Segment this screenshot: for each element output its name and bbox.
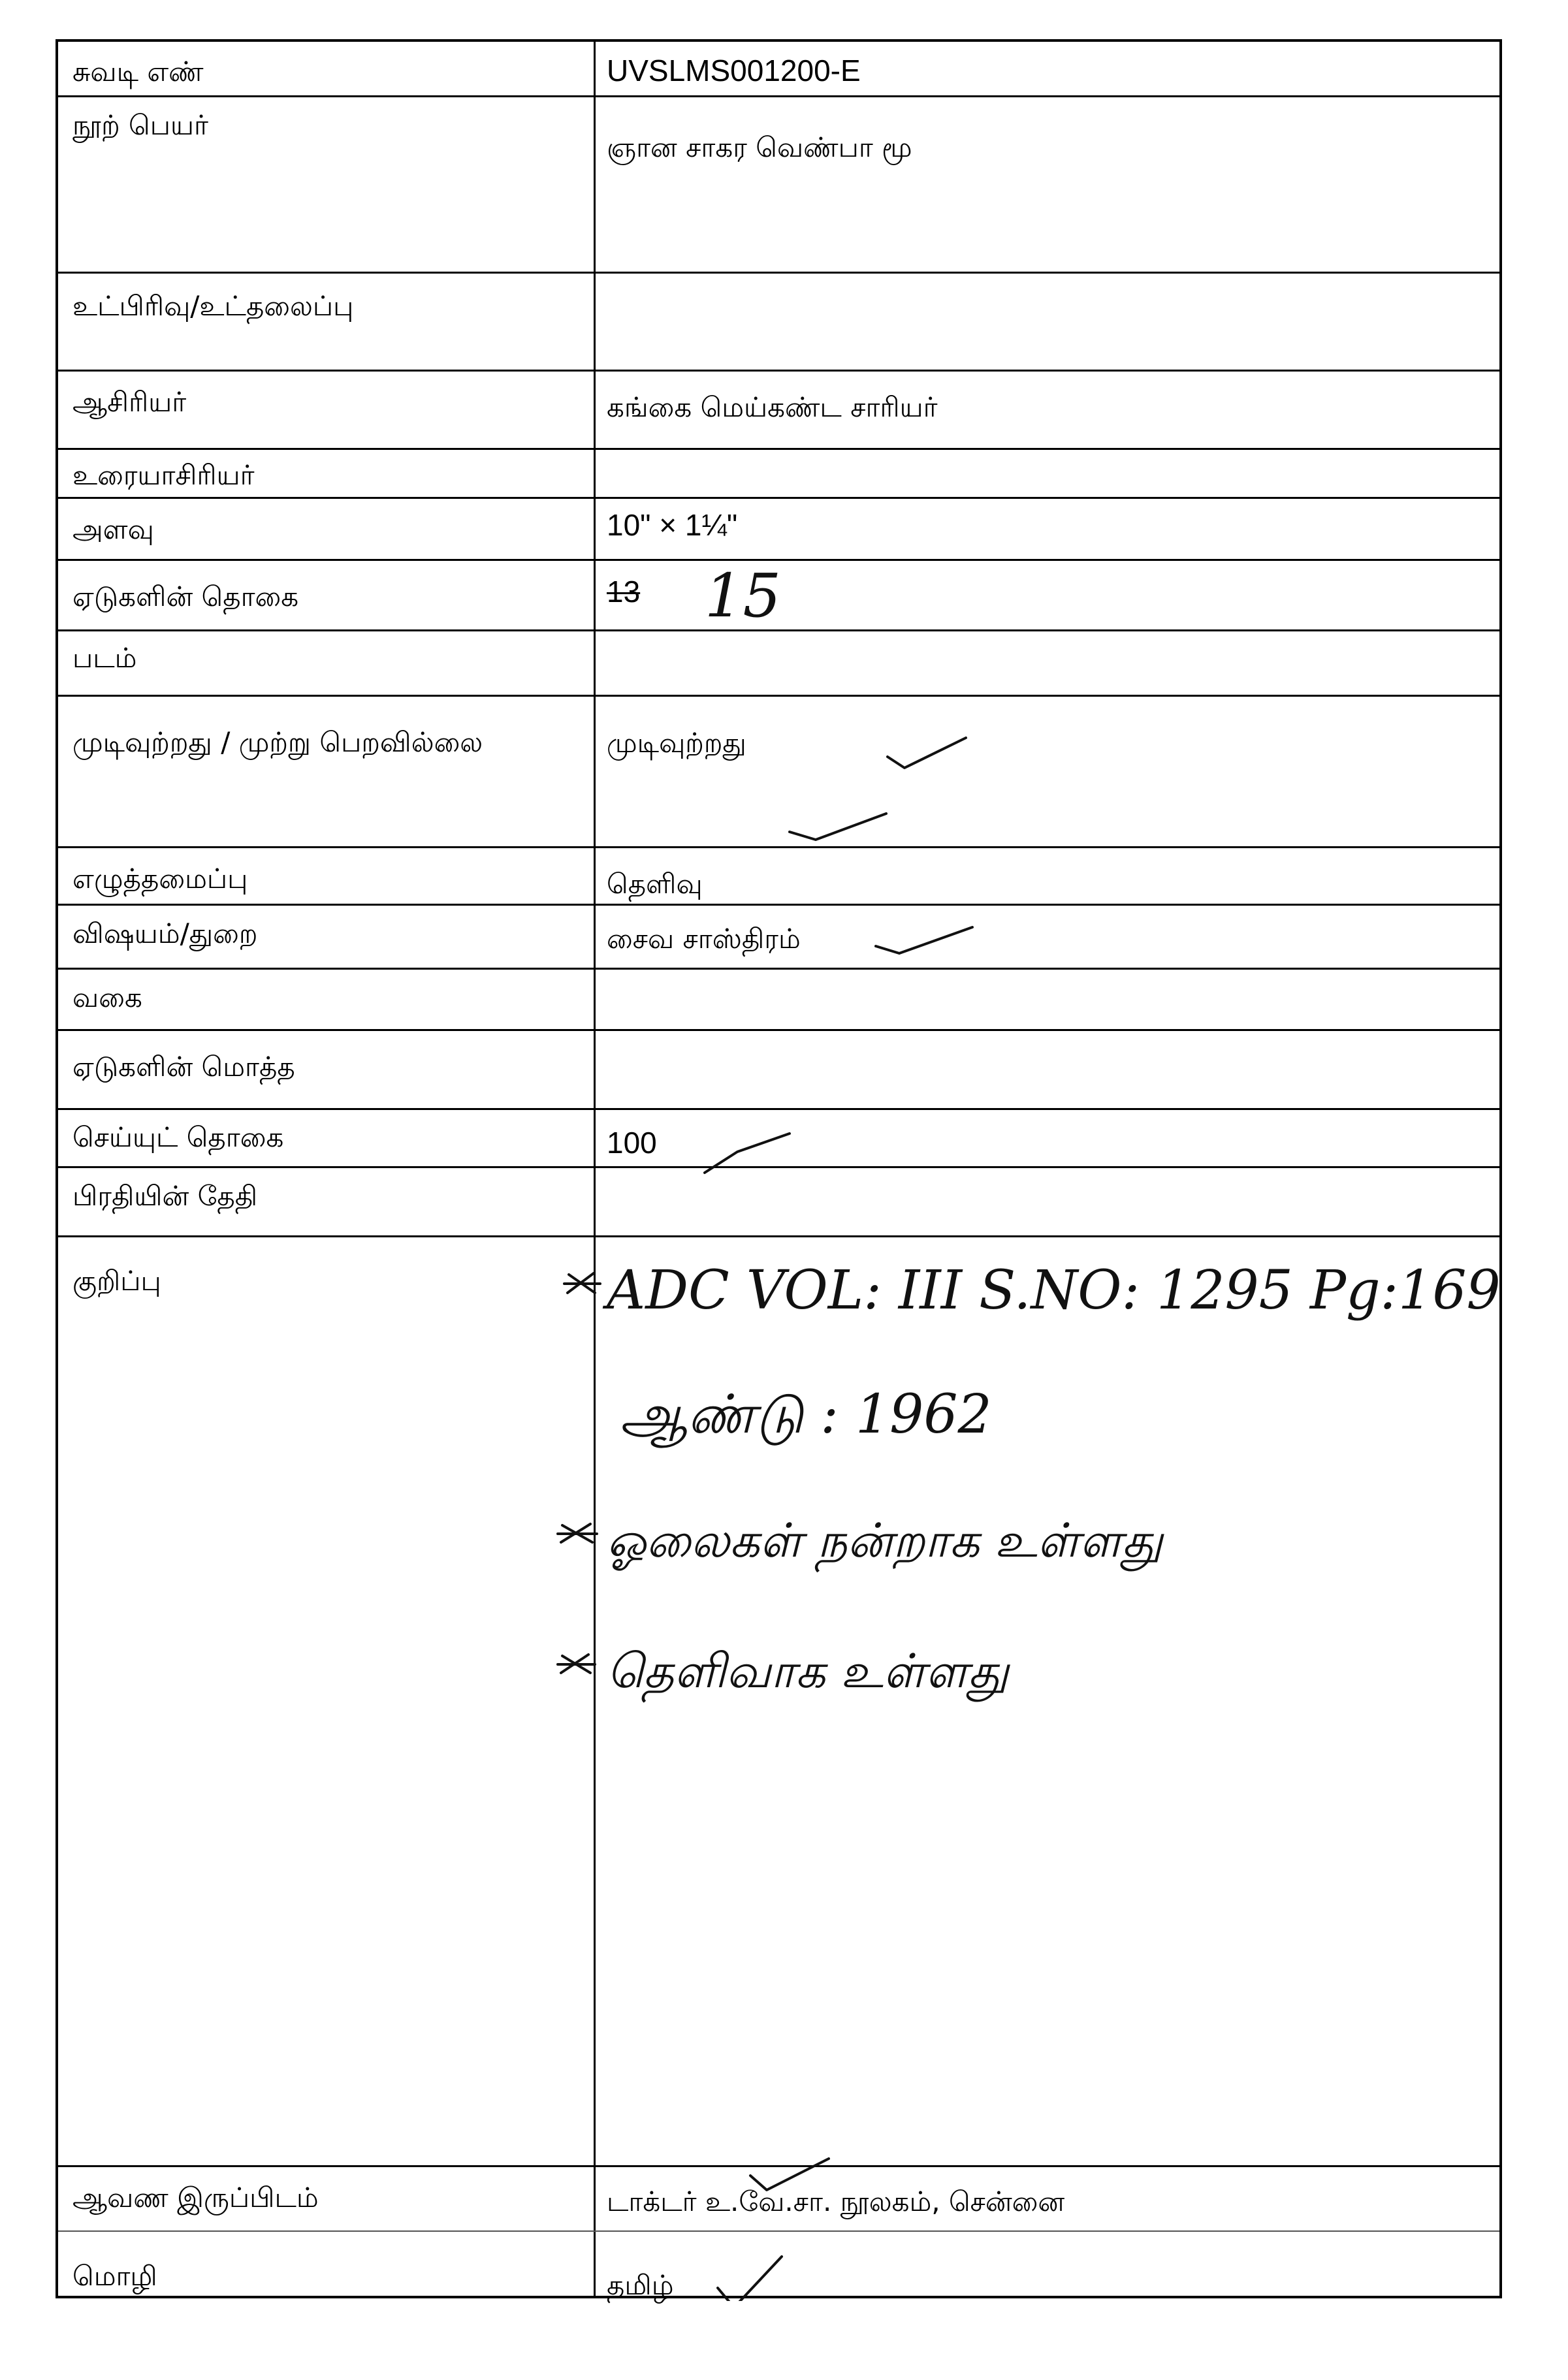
- label-notes: குறிப்பு: [72, 1265, 161, 1297]
- label-subject: விஷயம்/துறை: [72, 917, 258, 949]
- label-subdivision: உட்பிரிவு/உட்தலைப்பு: [72, 290, 354, 322]
- value-size: 10" × 1¼": [607, 508, 738, 542]
- row-divider: [58, 1029, 1499, 1031]
- value-language: தமிழ்: [607, 2269, 674, 2301]
- check-mark-icon: [888, 738, 966, 768]
- catalog-record-sheet: [56, 39, 1502, 2301]
- value-script: தெளிவு: [607, 868, 703, 900]
- row-divider: [58, 968, 1499, 970]
- row-divider: [58, 2230, 1499, 2232]
- label-size: அளவு: [72, 513, 154, 545]
- label-leaf-count: ஏடுகளின் தொகை: [72, 580, 299, 612]
- row-divider: [58, 448, 1499, 450]
- row-divider: [58, 1166, 1499, 1168]
- check-mark-icon: [790, 814, 886, 840]
- value-subject: சைவ சாஸ்திரம்: [607, 923, 801, 955]
- note-leaves-condition: ஓலைகள் நன்றாக உள்ளது: [607, 1513, 1163, 1568]
- row-divider: [58, 629, 1499, 631]
- value-completion-status: முடிவுற்றது: [607, 727, 746, 759]
- note-year: ஆண்டு : 1962: [620, 1384, 992, 1446]
- value-author: கங்கை மெய்கண்ட சாரியர்: [607, 391, 938, 423]
- label-language: மொழி: [72, 2260, 157, 2292]
- note-clarity: தெளிவாக உள்ளது: [607, 1643, 1009, 1698]
- row-divider: [58, 272, 1499, 274]
- label-manuscript-number: சுவடி எண்: [72, 56, 204, 87]
- label-document-location: ஆவண இருப்பிடம்: [72, 2182, 319, 2213]
- label-copy-date: பிரதியின் தேதி: [72, 1180, 258, 1212]
- row-divider: [58, 846, 1499, 848]
- column-divider: [594, 42, 596, 2296]
- label-picture: படம்: [72, 642, 137, 674]
- star-bullet-icon: [558, 1524, 597, 1542]
- row-divider: [58, 559, 1499, 561]
- value-document-location: டாக்டர் உ.வே.சா. நூலகம், சென்னை: [607, 2185, 1065, 2217]
- star-bullet-icon: [558, 1655, 595, 1673]
- handwritten-annotations: [58, 42, 1505, 2301]
- value-verse-count: 100: [607, 1126, 657, 1160]
- row-divider: [58, 2165, 1499, 2167]
- value-title: ஞான சாகர வெண்பா மூ: [607, 131, 912, 163]
- row-divider: [58, 497, 1499, 499]
- row-divider: [58, 1108, 1499, 1110]
- row-divider: [58, 904, 1499, 906]
- row-divider: [58, 1235, 1499, 1237]
- label-commentator: உரையாசிரியர்: [72, 459, 255, 491]
- check-mark-icon: [718, 2257, 782, 2301]
- label-type: வகை: [72, 981, 142, 1013]
- label-total-leaves: ஏடுகளின் மொத்த: [72, 1051, 295, 1083]
- label-author: ஆசிரியர்: [72, 386, 187, 418]
- note-catalog-reference: ADC VOL: III S.NO: 1295 Pg:169: [607, 1260, 1501, 1322]
- value-manuscript-number: UVSLMS001200-E: [607, 54, 861, 87]
- row-divider: [58, 370, 1499, 372]
- handwritten-leaf-count: 15: [705, 561, 782, 631]
- label-script: எழுத்தமைப்பு: [72, 863, 248, 895]
- check-mark-icon: [876, 927, 972, 953]
- value-leaf-count: 13: [607, 575, 641, 609]
- row-divider: [58, 695, 1499, 697]
- label-completion-status: முடிவுற்றது / முற்று பெறவில்லை: [72, 726, 483, 758]
- label-verse-count: செய்யுட் தொகை: [72, 1121, 284, 1153]
- label-title: நூற் பெயர்: [72, 109, 208, 141]
